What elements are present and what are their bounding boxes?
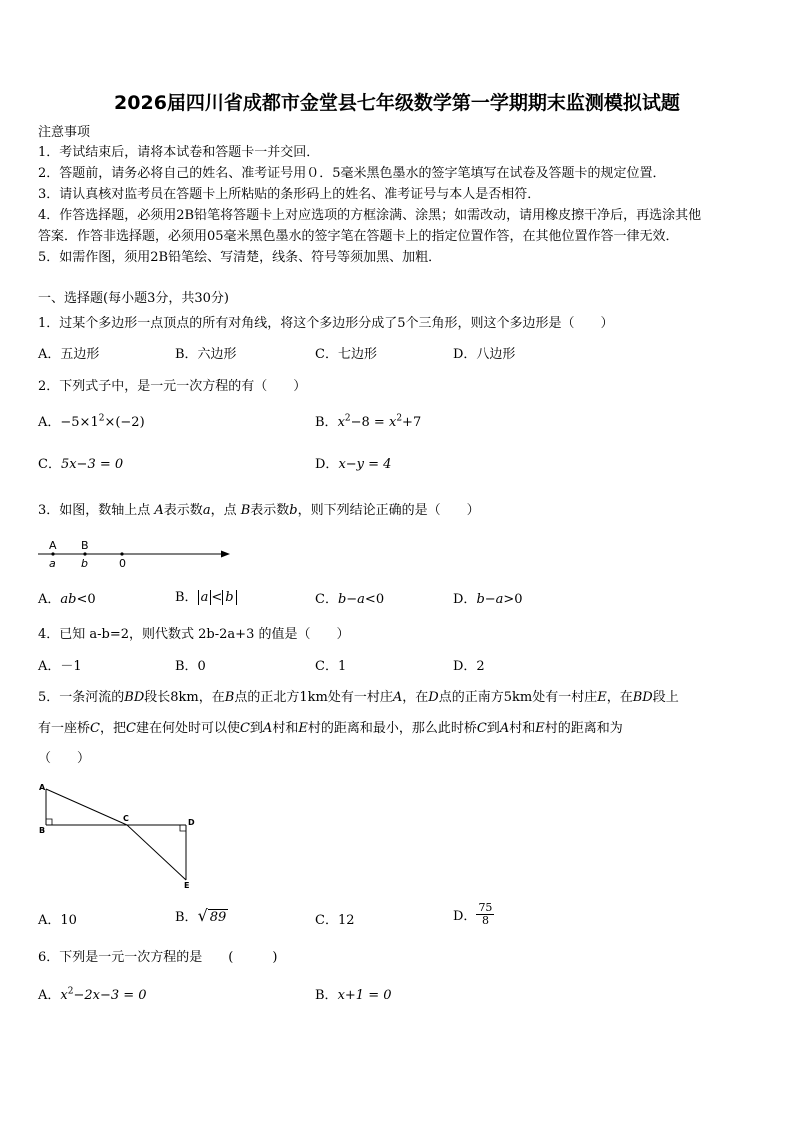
q1-option-b: B．六边形 [175,347,237,362]
q6-option-b: B．x+1 = 0 [315,988,392,1003]
notice-item-1: 1．考试结束后，请将本试卷和答题卡一并交回． [38,145,320,160]
point-b-label: B [81,539,89,552]
notice-heading: 注意事项 [38,125,91,140]
bridge-figure [36,780,201,890]
segment-ce [127,825,186,880]
q3-option-d: D．b−a>0 [453,592,523,607]
origin-dot [120,552,123,555]
notice-item-4-cont: 答案．作答非选择题，必须用05毫米黑色墨水的签字笔在答题卡上的指定位置作答，在其他位置作答一律无效． [38,229,679,244]
q1-option-d: D．八边形 [453,347,516,362]
q6-option-a: A．$x^2-2x-3 = 0$ [38,986,147,1003]
point-b-dot [83,552,86,555]
q4-stem: 4．已知 a-b=2，则代数式 2b-2a+3 的值是（ ） [38,627,350,642]
point-a-label: A [49,539,57,552]
value-b-label: b [81,557,88,570]
q1-stem: 1．过某个多边形一点顶点的所有对角线，将这个多边形分成了5个三角形，则这个多边形是（ ） [38,316,614,331]
q1-option-c: C．七边形 [315,347,377,362]
q2-option-d: D．x−y = 4 [315,457,392,472]
q3-option-a: A．ab<0 [38,592,96,607]
q5-option-d: D． $\frac{75}{8}$ [453,901,493,927]
q3-option-b: B． a < b [175,586,237,605]
section-heading: 一、选择题(每小题3分，共30分) [38,291,229,306]
label-b: B [39,826,46,835]
label-e: E [184,881,190,890]
notice-item-5: 5．如需作图，须用2B铅笔绘、写清楚，线条、符号等须加黑、加粗． [38,250,442,265]
notice-item-3: 3．请认真核对监考员在答题卡上所粘贴的条形码上的姓名、准考证号与本人是否相符． [38,187,541,202]
point-a-dot [51,552,54,555]
q2-stem: 2．下列式子中，是一元一次方程的有（ ） [38,379,307,394]
fraction: $\frac{75}{8}$ [478,901,493,927]
q2-option-c: C．5x−3 = 0 [38,457,124,472]
label-d: D [188,818,195,827]
q1-option-a: A．五边形 [38,347,100,362]
page-title: 2026届四川省成都市金堂县七年级数学第一学期期末监测模拟试题 [114,92,680,114]
q5-stem-line-1: 5．一条河流的BD段长8km，在B点的正北方1km处有一村庄A，在D点的正南方5km处有一村庄E，在BD段上 [38,690,679,705]
q4-option-b: B．0 [175,659,206,674]
q4-option-c: C．1 [315,659,347,674]
q5-option-c: C．12 [315,913,355,928]
segment-ac [46,789,127,825]
number-line-arrow [221,551,230,558]
q2-option-b: B．$x^2-8 = x^2+7$ [315,413,422,430]
right-angle-d [180,825,186,831]
value-a-label: a [49,557,56,570]
q5-stem-line-2: 有一座桥C，把C建在何处时可以使C到A村和E村的距离和最小，那么此时桥C到A村和E村的距离和为 [38,721,623,736]
notice-item-4: 4．作答选择题，必须用2B铅笔将答题卡上对应选项的方框涂满、涂黑；如需改动，请用橡皮擦干净后，再选涂其他 [38,208,702,223]
q3-stem: 3．如图，数轴上点 A表示数a，点 B表示数b，则下列结论正确的是（ ） [38,503,480,518]
label-c: C [123,814,129,823]
q5-option-b: B． √ 89 [175,906,227,925]
q6-stem: 6．下列是一元一次方程的是 ( ) [38,950,278,965]
q4-option-a: A．－1 [38,659,82,674]
label-a: A [39,783,46,792]
right-angle-b [46,819,52,825]
origin-label: 0 [119,557,126,570]
q3-option-c: C．b−a<0 [315,592,385,607]
q4-option-d: D．2 [453,659,485,674]
q2-option-a: A．$-5\times 1^2\times(-2)$ [38,413,145,430]
q5-stem-line-3: （ ） [38,751,91,766]
number-line-figure [38,534,238,574]
q5-option-a: A．10 [38,913,77,928]
notice-item-2: 2．答题前，请务必将自己的姓名、准考证号用０．5毫米黑色墨水的签字笔填写在试卷及答题卡的规定位置． [38,166,666,181]
